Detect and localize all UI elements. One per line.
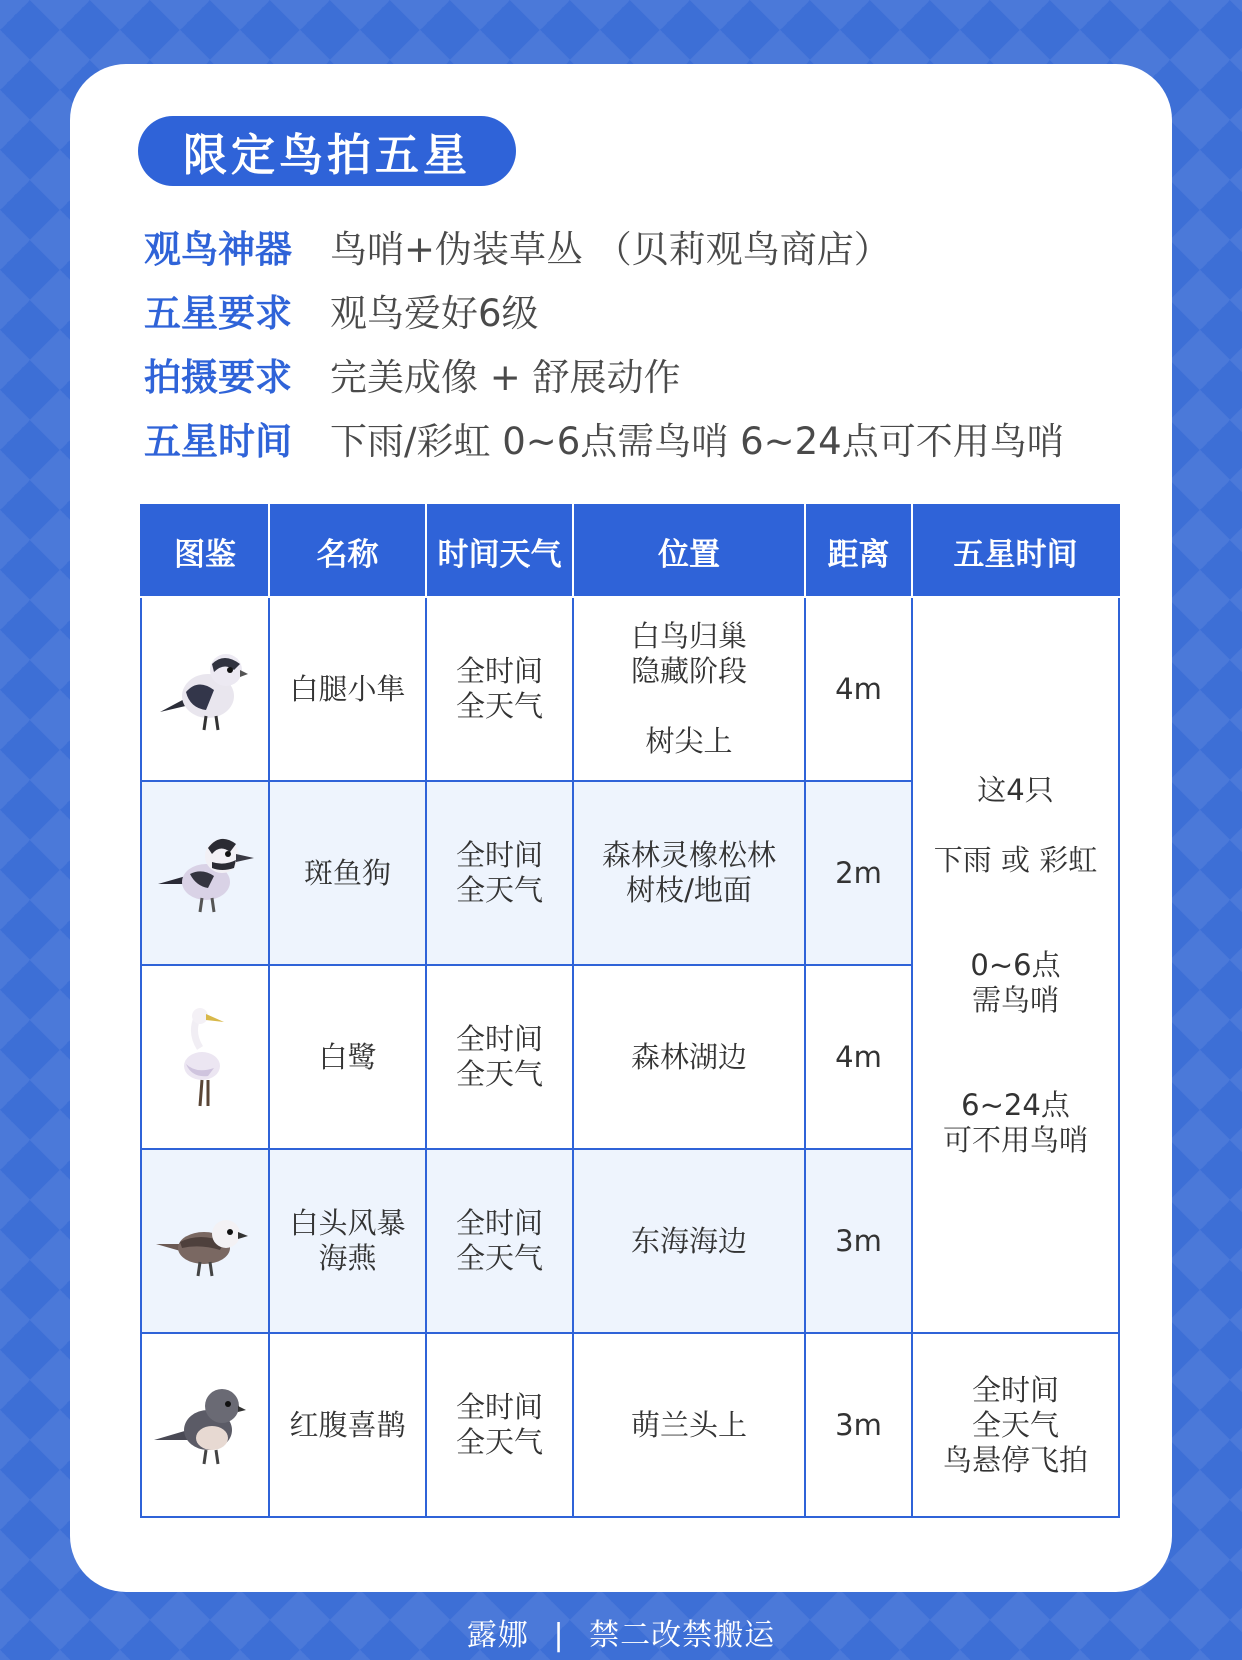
info-row-time	[144, 406, 1064, 470]
weather-line: 全天气	[455, 873, 543, 907]
info-row-tool	[144, 214, 1064, 278]
location-line: 树枝/地面	[626, 873, 752, 907]
weather-cell	[426, 1149, 573, 1333]
footer	[0, 1610, 1242, 1654]
line-gap	[917, 878, 1114, 913]
bird-name: 白鹭	[318, 1039, 377, 1074]
bird-name: 斑鱼狗	[303, 855, 391, 890]
bird-name: 海燕	[318, 1241, 377, 1275]
weather-cell	[426, 1333, 573, 1517]
star-time-line: 6~24点	[961, 1087, 1070, 1122]
bird-name: 白头风暴	[289, 1206, 406, 1240]
bird-image-cell	[141, 1333, 269, 1517]
weather-cell	[426, 965, 573, 1149]
footer-separator: |	[553, 1618, 565, 1653]
info-value: 观鸟爱好6级	[330, 292, 539, 335]
bird-image-cell	[141, 1149, 269, 1333]
weather-line: 全时间	[455, 1022, 543, 1056]
location-cell	[573, 1333, 805, 1517]
table-header-row	[141, 505, 1119, 597]
page-title: 限定鸟拍五星	[138, 116, 516, 186]
distance-cell: 2m	[805, 781, 912, 965]
bird-image-cell	[141, 781, 269, 965]
bird-table	[140, 504, 1120, 1518]
star-time-line: 需鸟哨	[971, 982, 1059, 1017]
header-cell: 图鉴	[141, 505, 269, 597]
header-cell: 五星时间	[912, 505, 1119, 597]
info-row-shot	[144, 342, 1064, 406]
info-value: 鸟哨+伪装草丛 （贝莉观鸟商店）	[330, 228, 891, 271]
location-line: 隐藏阶段	[630, 654, 747, 688]
header-cell: 名称	[269, 505, 426, 597]
bird-name: 白腿小隼	[289, 671, 406, 706]
white-legged-falconet-bird-icon	[150, 634, 260, 744]
star-time-line: 全天气	[971, 1407, 1059, 1442]
footer-author: 露娜	[466, 1618, 529, 1653]
info-value: 下雨/彩虹 0~6点需鸟哨 6~24点可不用鸟哨	[330, 420, 1064, 463]
bird-image-cell	[141, 597, 269, 781]
star-time-line: 下雨 或 彩虹	[933, 842, 1098, 877]
bird-name-cell	[269, 597, 426, 781]
info-label: 拍摄要求	[144, 356, 292, 399]
star-time-line: 鸟悬停飞拍	[942, 1442, 1088, 1477]
info-label: 五星要求	[144, 292, 292, 335]
location-line: 树尖上	[645, 724, 733, 758]
bird-name: 红腹喜鹊	[289, 1407, 406, 1442]
weather-line: 全天气	[455, 1057, 543, 1091]
weather-line: 全时间	[455, 1390, 543, 1424]
info-label: 观鸟神器	[144, 228, 292, 271]
distance-cell: 3m	[805, 1149, 912, 1333]
weather-line: 全天气	[455, 1241, 543, 1275]
weather-line: 全时间	[455, 1206, 543, 1240]
line-gap	[917, 1018, 1114, 1053]
info-label: 五星时间	[144, 420, 292, 463]
star-time-line: 全时间	[971, 1372, 1059, 1407]
star-time-line: 0~6点	[970, 947, 1061, 982]
bird-image-cell	[141, 965, 269, 1149]
bird-name-cell	[269, 1333, 426, 1517]
weather-line: 全天气	[455, 689, 543, 723]
content-card	[70, 64, 1172, 1592]
location-line: 森林灵橡松林	[601, 838, 776, 872]
line-gap	[578, 689, 800, 724]
location-line: 萌兰头上	[630, 1407, 747, 1442]
distance-cell: 4m	[805, 965, 912, 1149]
location-cell	[573, 965, 805, 1149]
line-gap	[917, 808, 1114, 843]
header-cell: 距离	[805, 505, 912, 597]
location-line: 白鸟归巢	[630, 619, 747, 653]
star-time-last-cell	[912, 1333, 1119, 1517]
line-gap	[917, 1053, 1114, 1088]
bird-name-cell	[269, 1149, 426, 1333]
header-cell: 时间天气	[426, 505, 573, 597]
location-line: 东海海边	[630, 1223, 747, 1258]
table-row	[141, 1333, 1119, 1517]
distance-cell: 3m	[805, 1333, 912, 1517]
star-time-line: 这4只	[977, 772, 1054, 807]
line-gap	[917, 913, 1114, 948]
location-cell	[573, 781, 805, 965]
location-cell	[573, 1149, 805, 1333]
location-cell	[573, 597, 805, 781]
star-time-group-cell	[912, 597, 1119, 1333]
bird-name-cell	[269, 965, 426, 1149]
red-bellied-magpie-robin-bird-icon	[150, 1370, 260, 1480]
weather-cell	[426, 597, 573, 781]
info-list	[144, 214, 1064, 470]
egret-bird-icon	[150, 1002, 260, 1112]
bird-table-wrapper	[140, 504, 1118, 1518]
header-cell: 位置	[573, 505, 805, 597]
bird-name-cell	[269, 781, 426, 965]
white-headed-petrel-bird-icon	[150, 1186, 260, 1296]
table-row	[141, 597, 1119, 781]
info-value: 完美成像 + 舒展动作	[330, 356, 681, 399]
footer-notice: 禁二改禁搬运	[589, 1618, 776, 1653]
info-row-requirement	[144, 278, 1064, 342]
weather-cell	[426, 781, 573, 965]
star-time-line: 可不用鸟哨	[942, 1122, 1088, 1157]
location-line: 森林湖边	[630, 1039, 747, 1074]
weather-line: 全时间	[455, 838, 543, 872]
pied-kingfisher-bird-icon	[150, 818, 260, 928]
weather-line: 全天气	[455, 1425, 543, 1459]
weather-line: 全时间	[455, 654, 543, 688]
distance-cell: 4m	[805, 597, 912, 781]
